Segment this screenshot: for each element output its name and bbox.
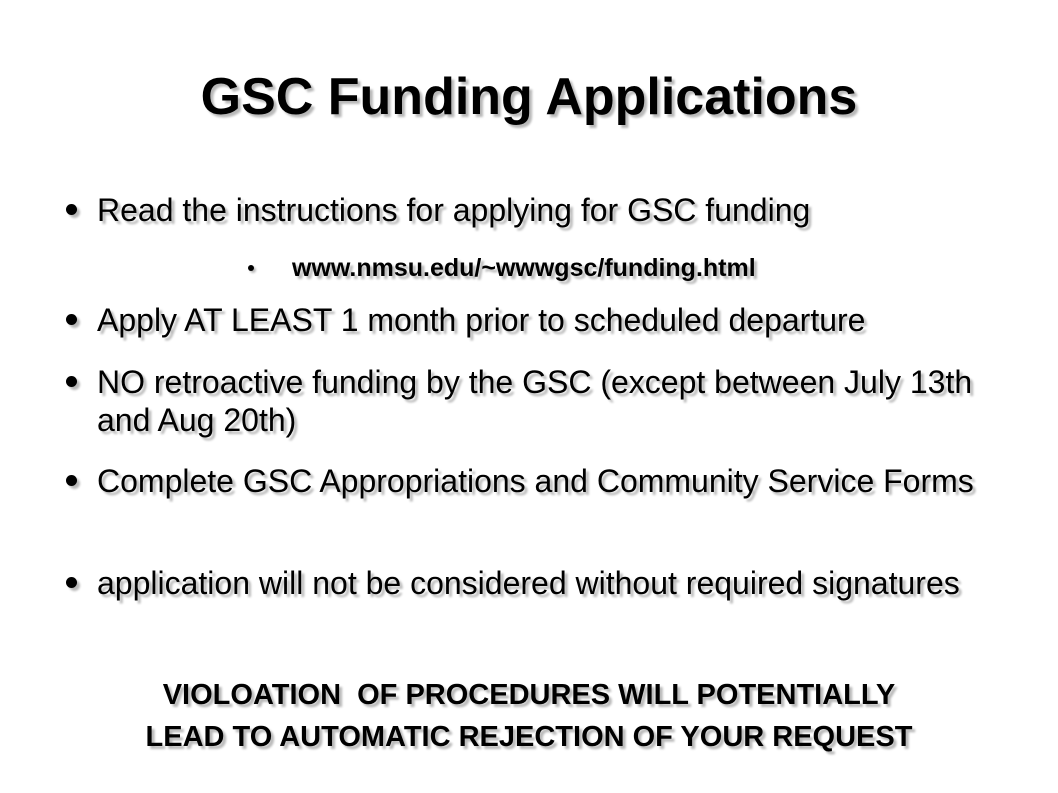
bullet-text: Apply AT LEAST 1 month prior to scheduled departure bbox=[97, 302, 866, 338]
slide-title: GSC Funding Applications bbox=[200, 68, 858, 126]
bullet-text: NO retroactive funding by the GSC (except between July 13th and Aug 20th) bbox=[97, 364, 973, 438]
bullet-item bbox=[66, 564, 1026, 602]
warning-notice bbox=[0, 674, 1058, 758]
bullet-dot-icon bbox=[66, 475, 77, 486]
bullet-text: application will not be considered without required signatures bbox=[97, 565, 960, 601]
sub-bullet-dot-icon bbox=[248, 265, 254, 271]
bullet-text: Complete GSC Appropriations and Community Service Forms bbox=[97, 463, 974, 499]
bullet-dot-icon bbox=[66, 204, 77, 215]
warning-line: VIOLOATION OF PROCEDURES WILL POTENTIALLY bbox=[162, 679, 896, 711]
bullet-item bbox=[66, 462, 1026, 500]
bullet-item bbox=[66, 191, 1026, 229]
bullet-item bbox=[66, 363, 1026, 439]
warning-line: LEAD TO AUTOMATIC REJECTION OF YOUR REQUEST bbox=[145, 721, 913, 753]
bullet-item bbox=[66, 301, 1026, 339]
bullet-dot-icon bbox=[66, 314, 77, 325]
sub-bullet-item bbox=[248, 252, 948, 284]
funding-url: www.nmsu.edu/~wwwgsc/funding.html bbox=[292, 254, 756, 282]
bullet-dot-icon bbox=[66, 376, 77, 387]
bullet-text: Read the instructions for applying for GSC funding bbox=[97, 192, 811, 228]
bullet-dot-icon bbox=[66, 577, 77, 588]
